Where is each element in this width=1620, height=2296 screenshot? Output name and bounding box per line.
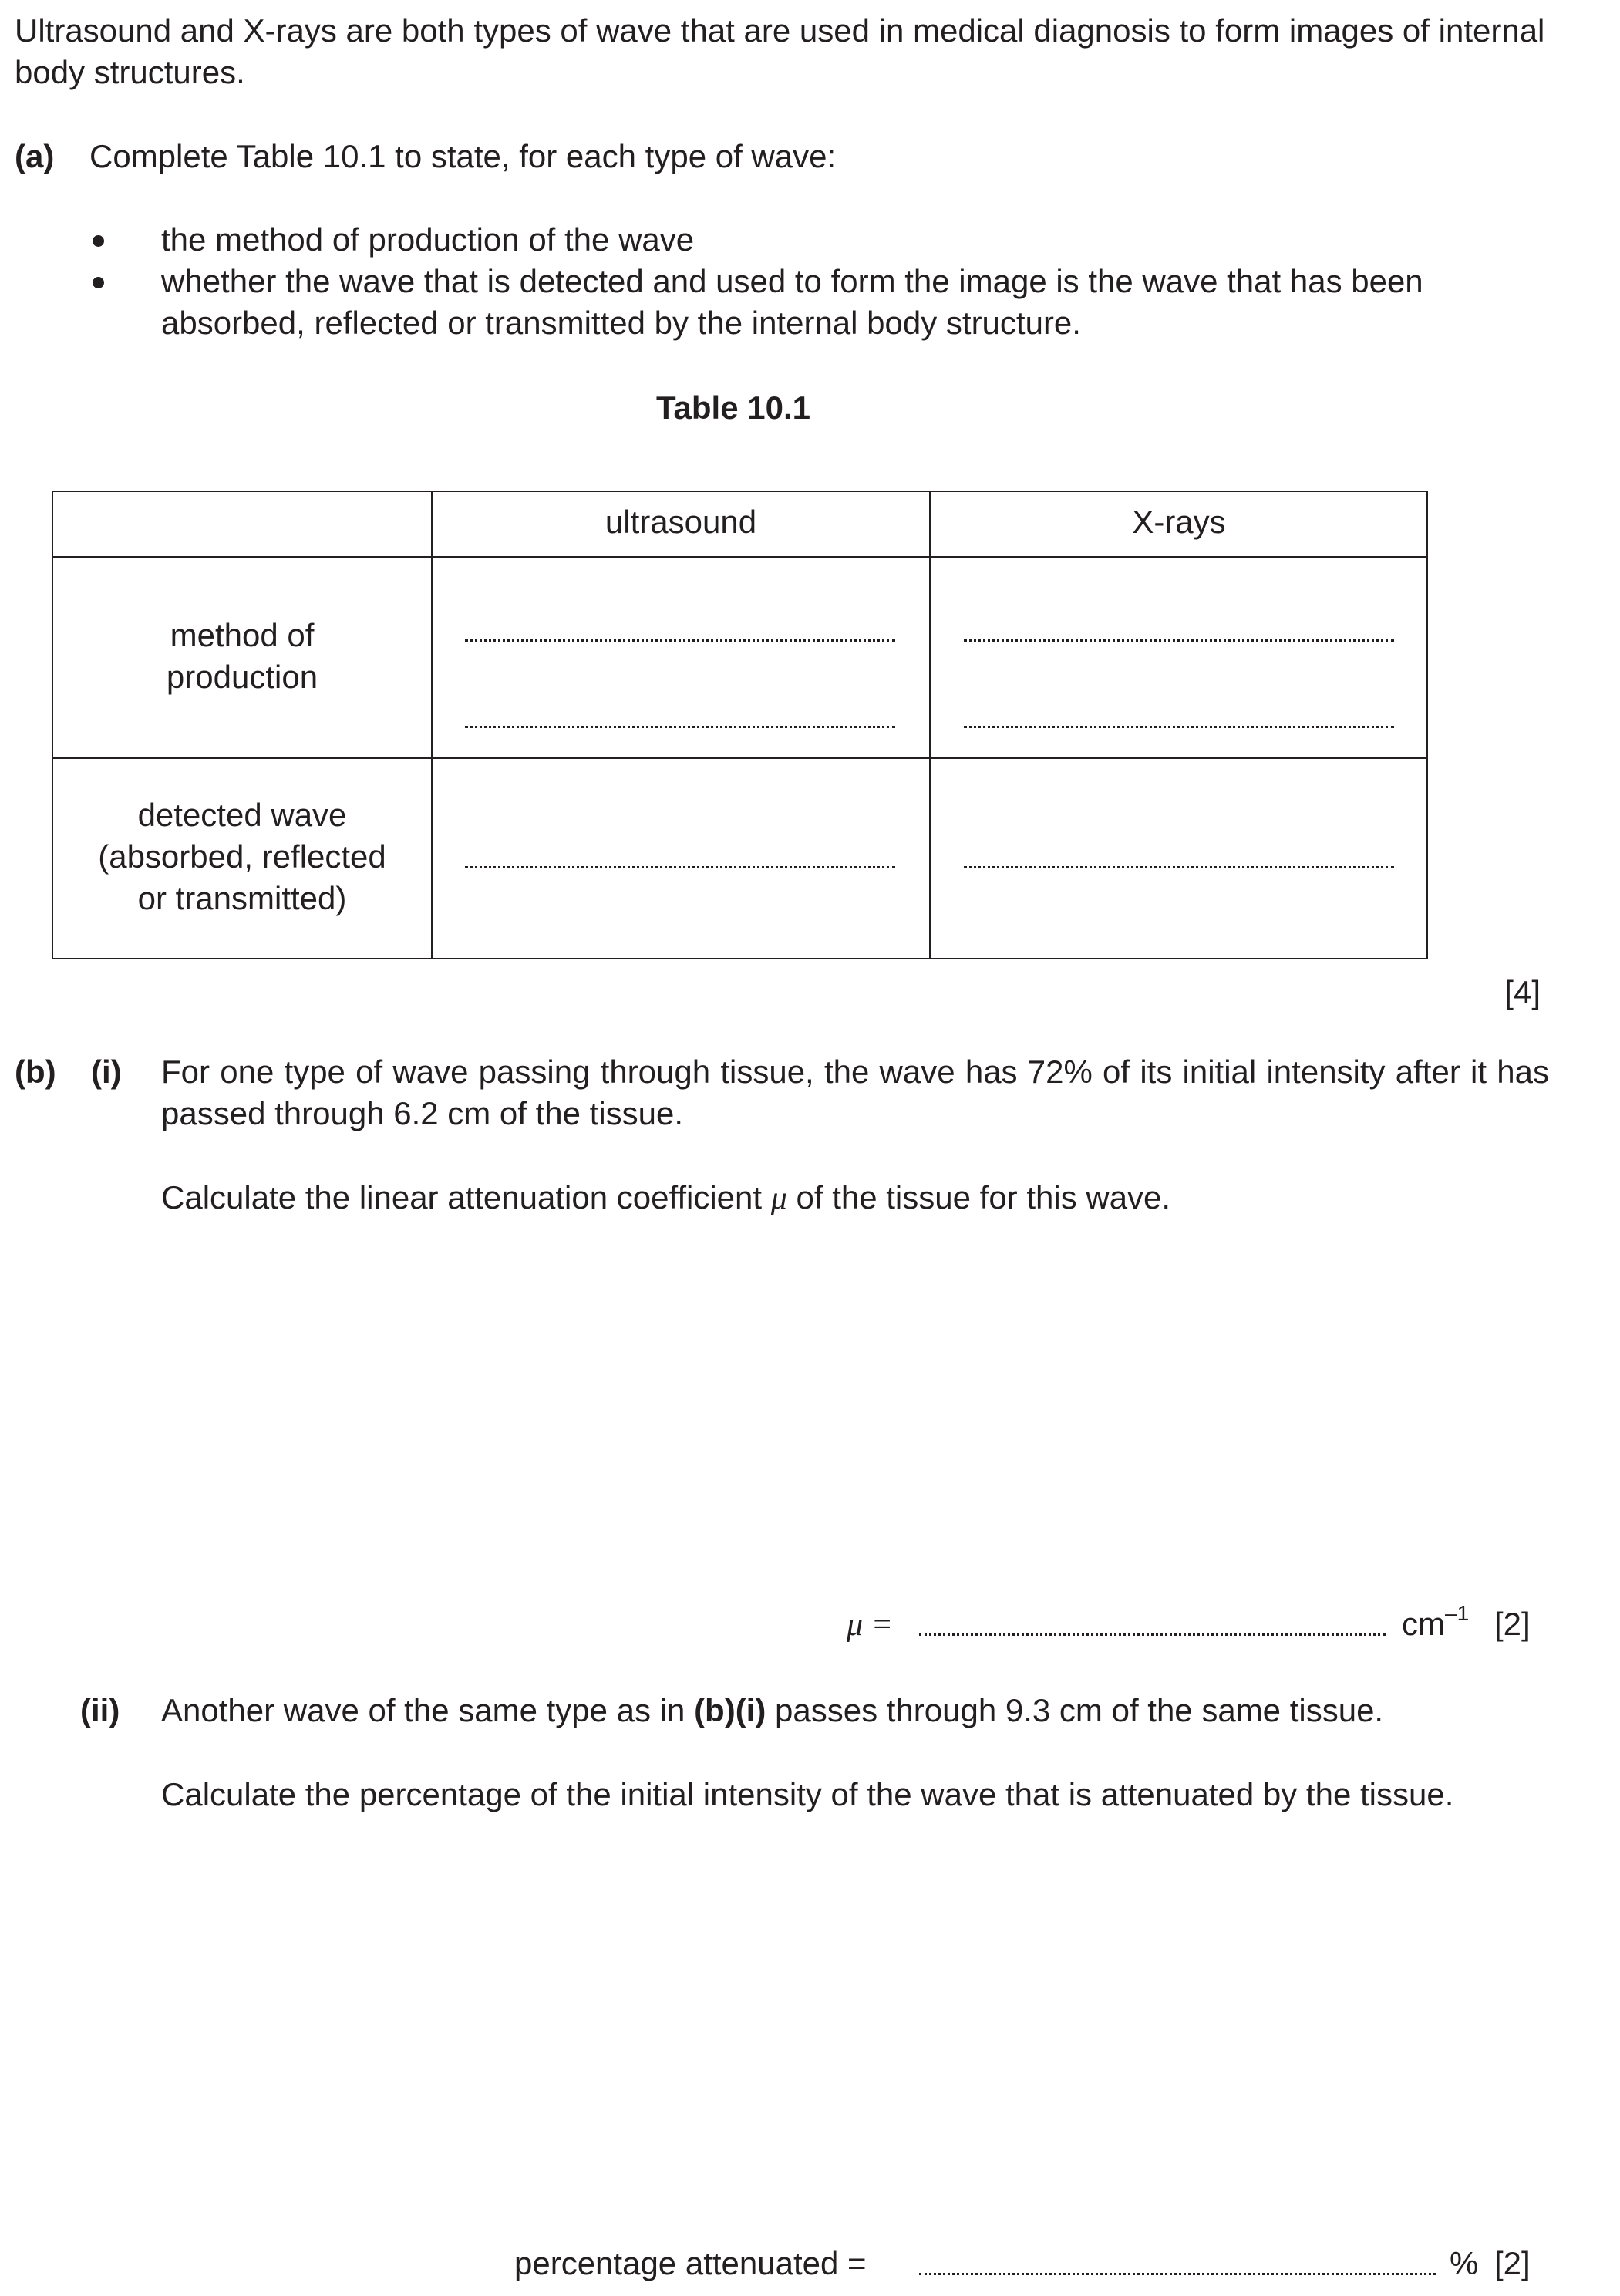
mu-answer-label: μ = [847, 1607, 893, 1643]
table-divider [929, 491, 931, 959]
table-divider [52, 556, 1428, 558]
marks-b-ii: [2] [1494, 2245, 1531, 2281]
part-b-ii-text: Another wave of the same type as in (b)(i) passes through 9.3 cm of the same tissue. [161, 1692, 1384, 1728]
answer-line-ultrasound-method-2[interactable] [465, 726, 895, 728]
percentage-answer-label: percentage attenuated = [514, 2245, 867, 2281]
percentage-answer-unit: % [1450, 2245, 1479, 2281]
table-divider [431, 491, 433, 959]
part-b-i-label: (i) [91, 1054, 122, 1090]
column-header-ultrasound: ultrasound [605, 504, 757, 540]
bullet-item-2: whether the wave that is detected and used to form the image is the wave that has been absorbed, reflected or transmitted by the internal body structure. [161, 263, 1423, 341]
answer-line-ultrasound-detected[interactable] [465, 866, 895, 868]
percentage-answer-line[interactable] [919, 2273, 1436, 2275]
marks-b-i: [2] [1494, 1606, 1531, 1642]
marks-a: [4] [1504, 974, 1541, 1010]
part-b-i-instruction: Calculate the linear attenuation coefficient μ of the tissue for this wave. [161, 1179, 1171, 1216]
mu-answer-line[interactable] [919, 1633, 1386, 1636]
part-b-ii-instruction: Calculate the percentage of the initial intensity of the wave that is attenuated by the tissue. [161, 1776, 1454, 1812]
part-b-ii-label: (ii) [80, 1692, 120, 1728]
part-a-label: (a) [15, 138, 55, 174]
table-divider [52, 757, 1428, 759]
row-header-method-of-production: method of production [166, 617, 318, 695]
answer-line-xrays-detected[interactable] [964, 866, 1394, 868]
bullet-icon [93, 235, 104, 247]
column-header-xrays: X-rays [1132, 504, 1226, 540]
answer-line-xrays-method-1[interactable] [964, 639, 1394, 642]
bullet-icon [93, 277, 104, 288]
part-a-instruction: Complete Table 10.1 to state, for each type of wave: [89, 138, 837, 174]
bullet-item-1: the method of production of the wave [161, 221, 695, 258]
part-b-i-text: For one type of wave passing through tissue, the wave has 72% of its initial intensity after it has passed through 6.2 cm of the tissue. [161, 1054, 1549, 1131]
answer-line-xrays-method-2[interactable] [964, 726, 1394, 728]
table-caption: Table 10.1 [656, 389, 810, 426]
answer-line-ultrasound-method-1[interactable] [465, 639, 895, 642]
question-intro: Ultrasound and X-rays are both types of wave that are used in medical diagnosis to form images of internal body structures. [15, 12, 1545, 90]
part-b-label: (b) [15, 1054, 56, 1090]
mu-answer-unit: $cm^{-1}$ [1402, 1601, 1470, 1642]
row-header-detected-wave: detected wave (absorbed, reflected or transmitted) [98, 797, 386, 916]
